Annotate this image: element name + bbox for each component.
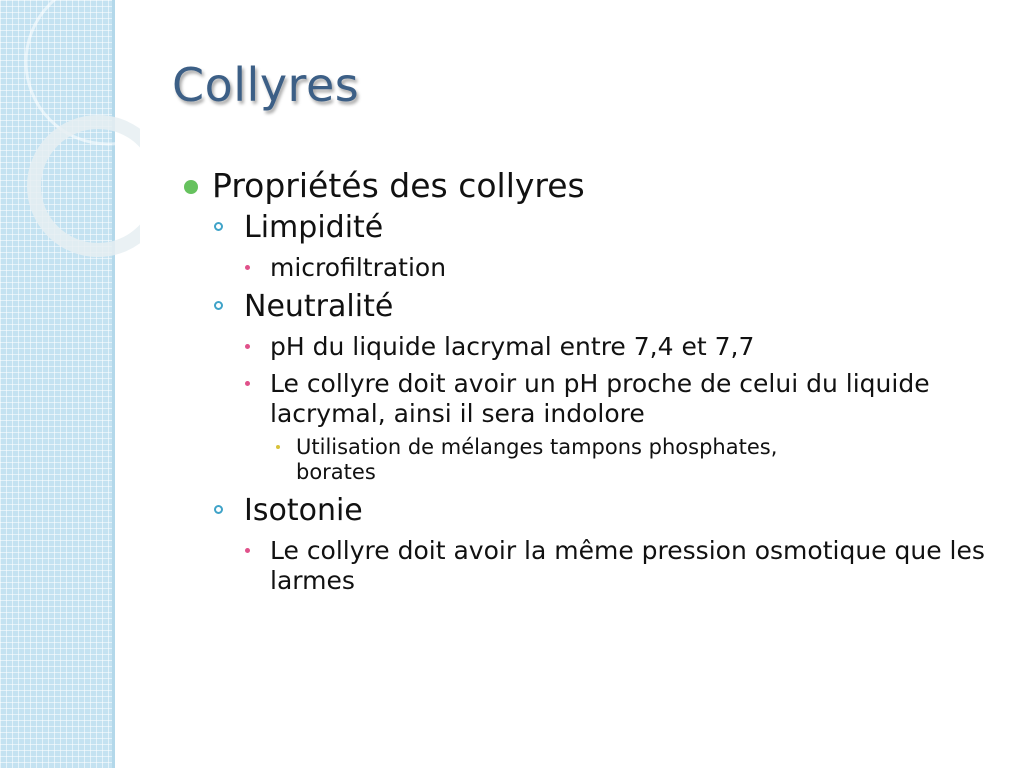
- bullet-item-isotonie: [214, 493, 1000, 529]
- pink-dot-icon: [245, 344, 250, 349]
- bullet-item-ph-proche: [242, 369, 1000, 429]
- pink-dot-icon: [245, 381, 250, 386]
- bullet-text: Le collyre doit avoir la même pression osmotique que les larmes: [270, 535, 985, 595]
- slide-title: Collyres: [172, 58, 360, 112]
- bullet-text: Propriétés des collyres: [212, 166, 585, 205]
- bullet-item-proprietes: [180, 166, 1000, 206]
- bullet-item-neutralite: [214, 289, 1000, 325]
- green-dot-icon: [184, 180, 198, 194]
- ring-bullet-icon: [214, 222, 223, 231]
- bullet-list: [180, 166, 1000, 602]
- bullet-text: microfiltration: [270, 252, 447, 282]
- bullet-item-limpidite: [214, 210, 1000, 246]
- bullet-text: Limpidité: [244, 209, 384, 245]
- yellow-dot-icon: [276, 445, 280, 449]
- bullet-item-ph-range: [242, 332, 1000, 362]
- ring-bullet-icon: [214, 301, 223, 310]
- bullet-item-tampons: [270, 435, 856, 485]
- bullet-text: Neutralité: [244, 288, 394, 324]
- bullet-text: pH du liquide lacrymal entre 7,4 et 7,7: [270, 331, 755, 361]
- bullet-text: Utilisation de mélanges tampons phosphates, borates: [296, 434, 778, 484]
- ring-bullet-icon: [214, 505, 223, 514]
- bullet-text: Le collyre doit avoir un pH proche de celui du liquide lacrymal, ainsi il sera indolore: [270, 368, 930, 428]
- decorative-rings: [0, 0, 140, 290]
- bullet-text: Isotonie: [244, 492, 363, 528]
- bullet-item-microfiltration: [242, 253, 1000, 283]
- pink-dot-icon: [245, 548, 250, 553]
- bullet-item-pression-osmotique: [242, 536, 1000, 596]
- pink-dot-icon: [245, 265, 250, 270]
